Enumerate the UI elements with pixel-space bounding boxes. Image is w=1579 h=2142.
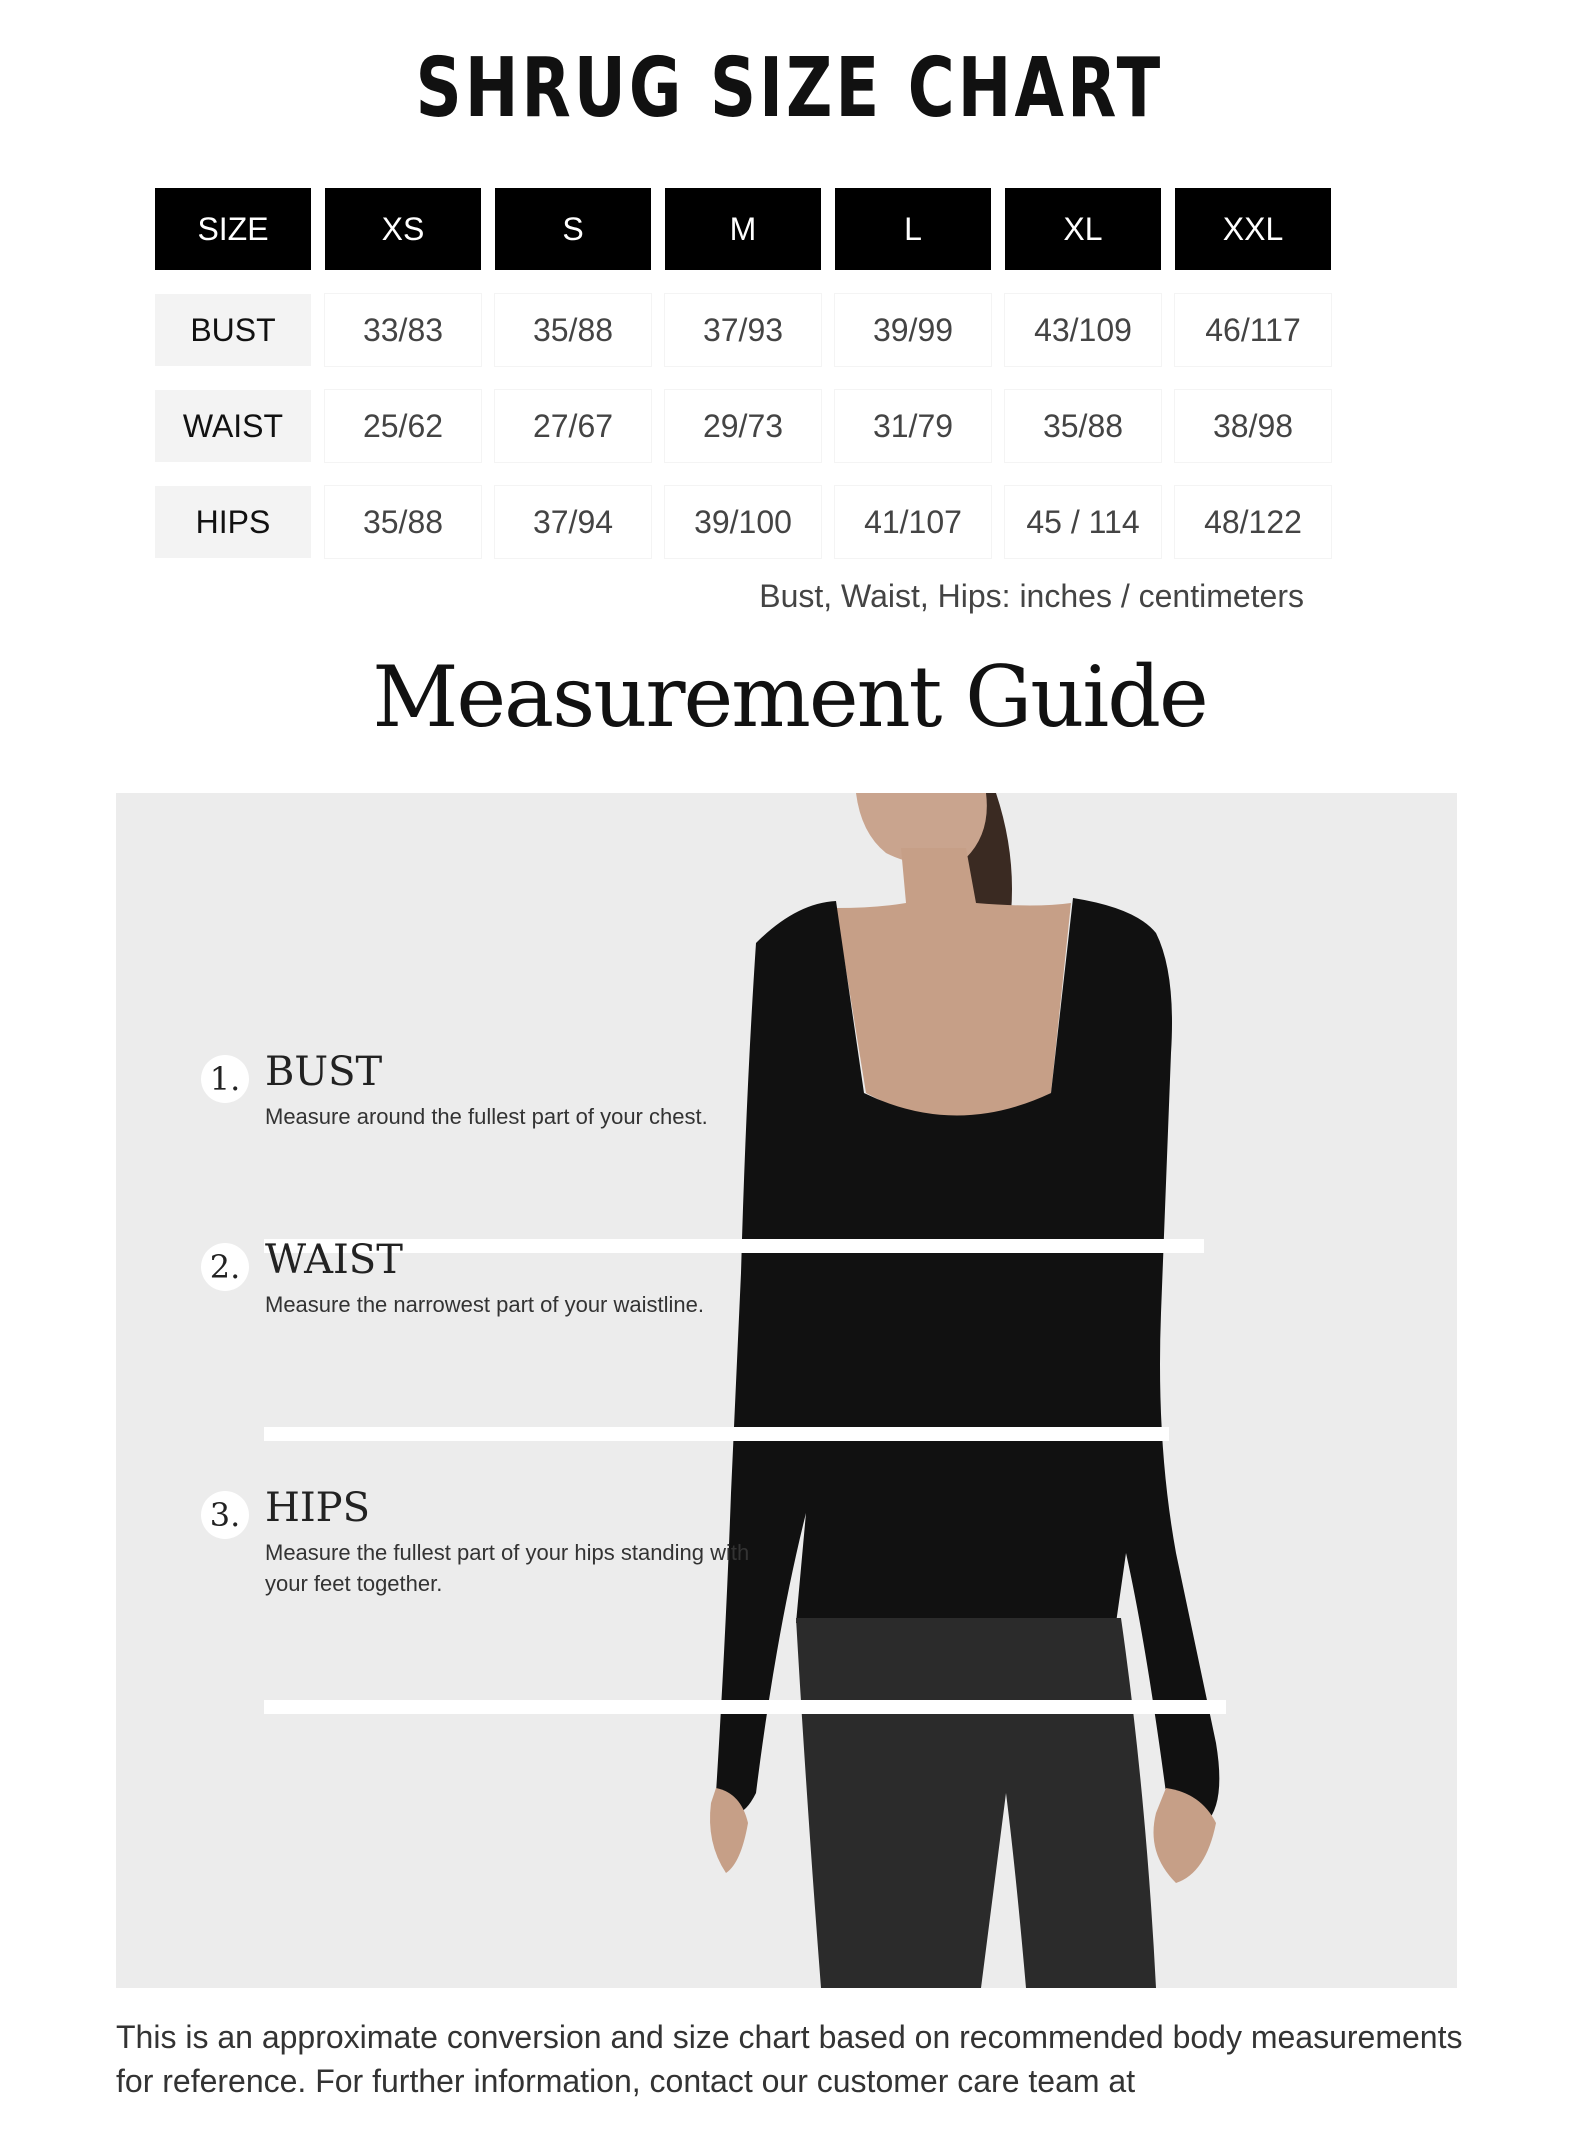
table-cell: 37/94 [495,486,651,558]
table-cell: 37/93 [665,294,821,366]
measure-number: 2. [201,1243,249,1291]
table-cell: 39/100 [665,486,821,558]
measure-description: Measure the narrowest part of your waistline. [265,1292,704,1317]
table-cell: 39/99 [835,294,991,366]
jeans-shape [796,1618,1156,1988]
model-figure [116,793,1457,1988]
disclaimer-text: This is an approximate conversion and size chart based on recommended body measurements for reference. For further information, contact our customer care team at [116,2019,1463,2099]
row-label-bust: BUST [155,294,311,366]
table-cell: 45 / 114 [1005,486,1161,558]
table-cell: 43/109 [1005,294,1161,366]
table-row [155,390,1331,462]
bust-measure-line [264,1239,1204,1253]
table-cell: 35/88 [495,294,651,366]
table-cell: 33/83 [325,294,481,366]
row-label-waist: WAIST [155,390,311,462]
measure-number: 3. [201,1491,249,1539]
table-cell: 48/122 [1175,486,1331,558]
measure-label: HIPS [265,1485,370,1531]
measure-description: Measure the fullest part of your hips standing with your feet together. [265,1540,750,1596]
guide-title: Measurement Guide [372,648,1207,746]
table-cell: 35/88 [1005,390,1161,462]
table-cell: 46/117 [1175,294,1331,366]
waist-measure-line [264,1427,1169,1441]
header-cell: XS [325,188,481,270]
table-row [155,294,1331,366]
table-cell: 25/62 [325,390,481,462]
header-cell: S [495,188,651,270]
header-cell: XXL [1175,188,1331,270]
table-cell: 41/107 [835,486,991,558]
table-header-row [155,188,1331,270]
measure-number: 1. [201,1055,249,1103]
measure-label: BUST [265,1049,383,1095]
table-cell: 35/88 [325,486,481,558]
header-cell: XL [1005,188,1161,270]
header-cell: L [835,188,991,270]
hips-measure-line [264,1700,1226,1714]
model-photo [116,793,1457,1988]
table-cell: 31/79 [835,390,991,462]
table-cell: 38/98 [1175,390,1331,462]
size-chart-table [141,164,1345,582]
row-label-hips: HIPS [155,486,311,558]
table-row [155,486,1331,558]
units-note: Bust, Waist, Hips: inches / centimeters [759,578,1304,614]
neck-shape [836,848,1071,1118]
page-title: SHRUG SIZE CHART [415,41,1164,136]
header-cell: SIZE [155,188,311,270]
table-cell: 27/67 [495,390,651,462]
measure-label: WAIST [265,1237,403,1283]
table-cell: 29/73 [665,390,821,462]
measure-description: Measure around the fullest part of your chest. [265,1104,708,1129]
header-cell: M [665,188,821,270]
